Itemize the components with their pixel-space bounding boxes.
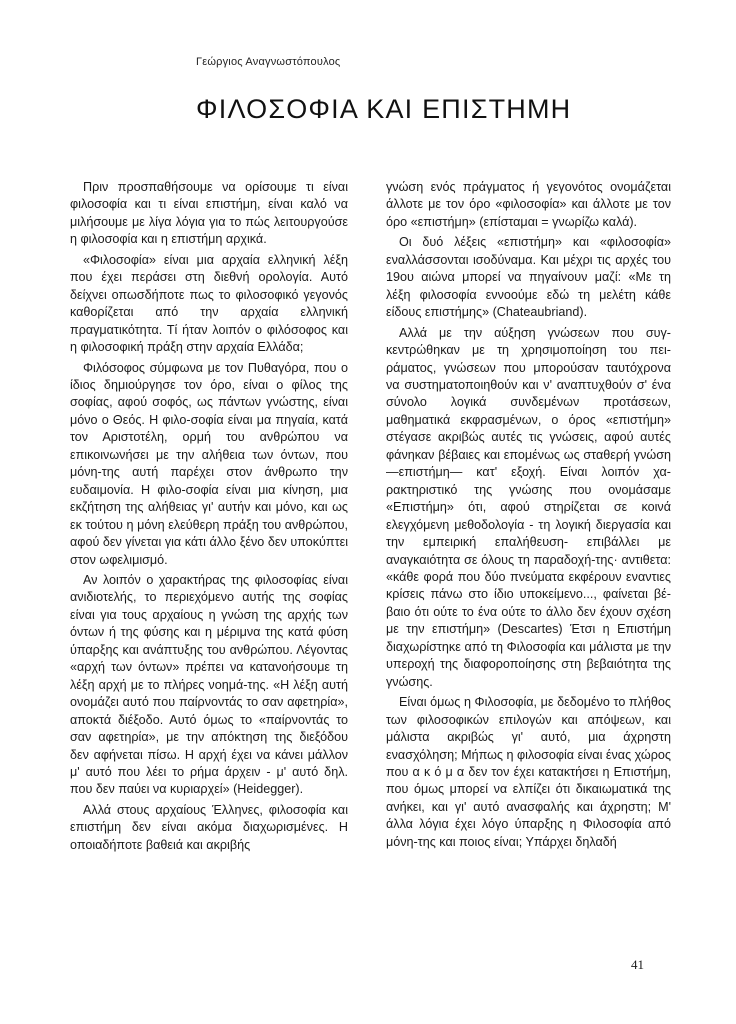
paragraph-continued: γνώση ενός πράγματος ή γεγονότος ονομάζεται άλλοτε με τον όρο «φιλοσοφία» και άλλοτε με τον όρο «επιστήμη» (επίσταμαι = γνωρίζω καλά).: [386, 180, 671, 229]
paragraph: Αλλά με την αύξηση γνώσεων που συγκεντρώθηκαν με τη χρησιμοποίηση του πειράματος, γνώσεων που μπορούσαν ταυτόχρονα να συστηματοποιηθούν και ν' αναπτυχθούν σ' ένα σύνολο λογικά συνδεμένων προτάσεων, μαθηματικά εκφρασμένων, ο όρος «επιστήμη» στέγασε ακριβώς αυτές τις γνώσεις, αφού αυτές φάνηκαν βέβαιες και επομένως ως σταθερή γνώση —επιστήμη— κατ' εξοχή. Είναι λοιπόν χαρακτηριστικό της γνώσης που ονομάσαμε «Επιστήμη» ότι, αφού στηρίζεται σε κοινά ελεγχόμενη μεθοδολογία - τη λογική διεργασία και την εμπειρική επαλήθευση- επιβάλλει με αναγκαιότητα σε όλους τη παραδοχή-της· αντιθετα: «κάθε φορά που δύο πνεύματα εκφέρουν εναντιες κρίσεις πάνω στο ίδιο υποκείμενο..., φαίνεται βέβαιο ότι ούτε το ένα ούτε το άλλο δεν έχουν σχέση με την επιστήμη» (Descartes) Έτσι η Επιστήμη διαχωρίστηκε από τη Φιλοσοφία και μάλιστα με την υπεροχή της διαφοροποίησης στη βεβαιότητα της γνώσης.: [386, 325, 671, 689]
paragraph: «Φιλοσοφία» είναι μια αρχαία ελληνική λέξη που έχει περάσει στη διεθνή ορολογία. Αυτό δείχνει οπωσδήποτε πως το φιλοσοφικό γεγονός καθορίζεται από την αρχαία ελληνική πραγματικότητα. Τί ήταν λοιπόν ο φιλόσοφος και η φιλοσοφική πράξη στην αρχαία Ελλάδα;: [70, 252, 348, 355]
paragraph: Αλλά στους αρχαίους Έλληνες, φιλοσοφία και επιστήμη δεν είναι ακόμα διαχωρισμένες. Η οποιαδήποτε βαθειά και ακριβής: [70, 802, 348, 852]
paragraph: Οι δυό λέξεις «επιστήμη» και «φιλοσοφία» εναλλάσσονται ισοδύναμα. Και μέχρι τις αρχές του 19ου αιώνα μπορεί να πηγαίνουν μαζί: «Με τη λέξη φιλοσοφία εννοούμε εδώ τη μελέτη κάθε είδους επιστήμης» (Chateaubriand).: [386, 235, 671, 320]
left-column: [70, 179, 348, 857]
right-column: [386, 179, 671, 854]
author-name: Γεώργιος Αναγνωστόπουλος: [196, 56, 341, 68]
paragraph: Είναι όμως η Φιλοσοφία, με δεδομένο το πλήθος των φιλοσοφικών επιλογών και απόψεων, και μάλιστα ακριβώς γι' αυτό, μια άχρηστη ενασχόληση; Μήπως η φιλοσοφία είναι ένας χώρος που α κ ό μ α δεν τον έχει κατακτήσει η Επιστήμη, που όμως μπορεί να ελπίζει ότι δικαιωματικά της ανήκει, και γι' αυτό ανασφαλής και άχρηστη; Μ' άλλα λόγια έχει λόγο ύπαρξης η Φιλοσοφία από μόνη-της και ποιος είναι; Υπάρχει δηλαδή: [386, 695, 671, 849]
paragraph: Πριν προσπαθήσουμε να ορίσουμε τι είναι φιλοσοφία και τι είναι επιστήμη, είναι καλό να μιλήσουμε με λίγα λόγια για το πώς λειτουργούσε η φιλοσοφία και η επιστήμη αρχικά.: [70, 180, 348, 247]
page-number: 41: [631, 957, 644, 972]
paragraph: Αν λοιπόν ο χαρακτήρας της φιλοσοφίας είναι ανιδιοτελής, το περιεχόμενο αυτής της σοφίας είναι για τους αρχαίους η γνώση της αρχής των όντων ή της φύσης και η μέριμνα της κατά φύση ύπαρξης και ανάπτυξης του ανθρώπου. Λέγοντας «αρχή των όντων» πρέπει να κατανοήσουμε τη λέξη αρχή με το πλήρες νοημά-της. «Η λέξη αυτή ονομάζει αυτό που παίρνοντάς το σαν αφετηρία», αποκτά διέξοδο. Αυτό όμως το «παίρνοντάς το σαν αφετηρία», με την απόκτηση της διεξόδου δεν αφήνεται πίσω. Η αρχή έχει να κάνει μάλλον μ' αυτό που λέει το ρήμα άρχειν - μ' αυτό δηλ. που δεν παύει να κυριαρχεί» (Heidegger).: [70, 572, 348, 797]
article-title: ΦΙΛΟΣΟΦΙΑ ΚΑΙ ΕΠΙΣΤΗΜΗ: [196, 94, 572, 125]
paragraph: Φιλόσοφος σύμφωνα με τον Πυθαγόρα, που ο ίδιος δημιούργησε τον όρο, είναι ο φίλος της σοφίας, αφού σοφός, ως πάντων γνώστης, είναι μόνο ο Θεός. Η φιλο-σοφία είναι μα πηγαία, κατά τον Αριστοτέλη, ορμή του ανθρώπου να επικοινωνήσει με την αλήθεια των όντων, που μόνη-της αυτή παρέχει στον άνθρωπο την ευδαιμονία. Η φιλο-σοφία είναι μια κίνηση, μια εκζήτηση της αλήθειας γι' αυτήν και μόνο, και ως εκ τούτου η μόνη ελεύθερη πράξη του ανθρώπου, αφού δεν γίνεται για κάτι άλλο ξένο δεν υποκύπτει στον ωφελιμισμό.: [70, 360, 348, 567]
